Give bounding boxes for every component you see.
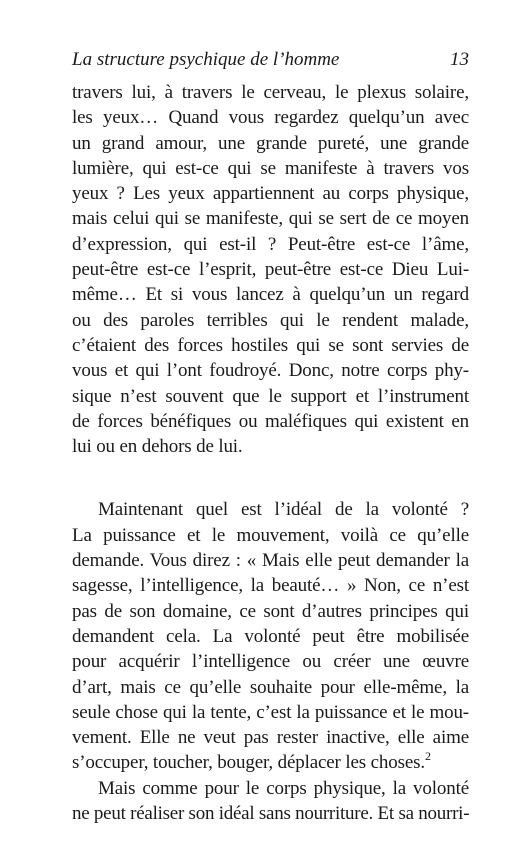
text-line: c’étaient des forces hostiles qui se sont servies de <box>72 334 469 356</box>
text-line: vous et qui l’ont foudroyé. Donc, notre corps phy- <box>72 360 469 382</box>
text-line: vement. Elle ne veut pas rester inactive, elle aime <box>72 727 469 749</box>
text-line: pour acquérir l’intelligence ou créer une œuvre <box>72 651 469 673</box>
text-line: ne peut réaliser son idéal sans nourriture. Et sa nourri- <box>72 803 470 825</box>
body-text <box>72 80 469 826</box>
text-line: pas de son domaine, ce sont d’autres principes qui <box>72 600 469 622</box>
paragraph-will-nourishment <box>72 776 469 827</box>
text-line: sagesse, l’intelligence, la beauté… » Non, ce n’est <box>72 575 469 597</box>
text-line: Mais comme pour le corps physique, la volonté <box>98 777 469 799</box>
paragraph-will-ideal <box>72 497 469 775</box>
text-line: peut-être est-ce l’esprit, peut-être est-ce Dieu Lui- <box>72 259 469 281</box>
text-line: yeux ? Les yeux appartiennent au corps physique, <box>72 183 469 205</box>
text-line: un grand amour, une grande pureté, une grande <box>72 132 469 154</box>
text-line: Maintenant quel est l’idéal de la volonté ? <box>98 499 469 521</box>
text-line: demande. Vous direz : « Mais elle peut demander la <box>72 550 469 572</box>
text-line: lui ou en dehors de lui. <box>72 436 243 458</box>
text-line: s’occuper, toucher, bouger, déplacer les choses. <box>72 752 425 774</box>
paragraph-spacer <box>72 459 469 497</box>
running-title: La structure psychique de l’homme <box>72 49 340 70</box>
text-line: d’art, mais ce qu’elle souhaite pour elle-même, la <box>72 676 469 698</box>
paragraph-continuation <box>72 80 469 459</box>
text-line: mais celui qui se manifeste, qui se sert de ce moyen <box>72 208 469 230</box>
page-number: 13 <box>450 49 469 70</box>
text-line-with-footnote <box>72 750 469 775</box>
text-line: ou des paroles terribles qui le rendent malade, <box>72 309 469 331</box>
footnote-marker[interactable]: 2 <box>424 749 431 764</box>
text-line: seule chose qui la tente, c’est la puissance et le mou- <box>72 701 469 723</box>
text-line: de forces bénéfiques ou maléfiques qui existent en <box>72 410 469 432</box>
text-line: les yeux… Quand vous regardez quelqu’un avec <box>72 107 469 129</box>
text-line: sique n’est souvent que le support et l’instrument <box>72 385 469 407</box>
text-line: même… Et si vous lancez à quelqu’un un regard <box>72 284 469 306</box>
text-line: La puissance et le mouvement, voilà ce qu’elle <box>72 524 469 546</box>
text-line: travers lui, à travers le cerveau, le plexus solaire, <box>72 82 469 103</box>
text-line: d’expression, qui est-il ? Peut-être est-ce l’âme, <box>72 233 469 255</box>
text-line: demandent cela. La volonté peut être mobilisée <box>72 625 469 647</box>
text-line: lumière, qui est-ce qui se manifeste à travers vos <box>72 157 469 179</box>
